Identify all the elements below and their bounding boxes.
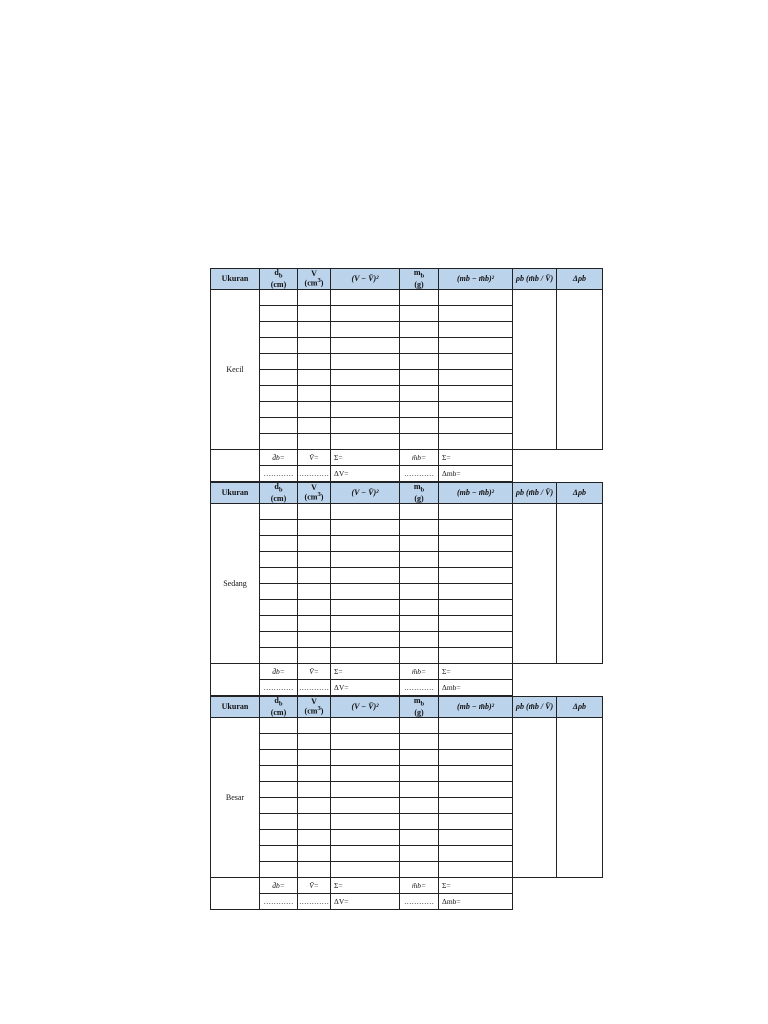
data-cell[interactable]	[331, 552, 400, 568]
header-diameter: $d_b$ (cm)	[260, 269, 298, 290]
volume-dots: …………	[298, 680, 331, 696]
delta-volume: ΔV=	[331, 680, 400, 696]
data-cell[interactable]	[260, 418, 298, 434]
data-cell[interactable]	[400, 616, 439, 632]
header-density-uncertainty: Δρb	[557, 269, 603, 290]
data-cell[interactable]	[331, 782, 400, 798]
data-cell[interactable]	[260, 322, 298, 338]
delta-mass: Δmb=	[439, 466, 513, 482]
density-cell[interactable]	[513, 718, 557, 878]
data-cell[interactable]	[260, 798, 298, 814]
data-cell[interactable]	[331, 306, 400, 322]
data-cell[interactable]	[439, 306, 513, 322]
header-volume-deviation: (V − V̄)²	[331, 483, 400, 504]
data-cell[interactable]	[260, 552, 298, 568]
data-cell[interactable]	[298, 782, 331, 798]
data-cell[interactable]	[439, 370, 513, 386]
data-cell[interactable]	[331, 322, 400, 338]
data-cell[interactable]	[400, 520, 439, 536]
data-cell[interactable]	[260, 504, 298, 520]
data-cell[interactable]	[298, 552, 331, 568]
mean-diameter: d̄b=	[260, 664, 298, 680]
data-cell[interactable]	[260, 370, 298, 386]
header-volume-deviation: (V − V̄)²	[331, 697, 400, 718]
data-cell[interactable]	[439, 782, 513, 798]
summary-tail	[513, 450, 603, 482]
data-cell[interactable]	[400, 370, 439, 386]
data-cell[interactable]	[331, 766, 400, 782]
header-ukuran: Ukuran	[211, 483, 260, 504]
data-cell[interactable]	[439, 322, 513, 338]
size-label: Kecil	[211, 290, 260, 450]
data-cell[interactable]	[439, 718, 513, 734]
header-diameter: $d_b$ (cm)	[260, 697, 298, 718]
data-cell[interactable]	[439, 600, 513, 616]
table-row	[211, 718, 603, 734]
delta-mass: Δmb=	[439, 894, 513, 910]
data-cell[interactable]	[400, 536, 439, 552]
delta-volume: ΔV=	[331, 894, 400, 910]
data-cell[interactable]	[331, 734, 400, 750]
mean-volume: V̄=	[298, 664, 331, 680]
mean-diameter: d̄b=	[260, 878, 298, 894]
table-1	[210, 482, 603, 696]
data-cell[interactable]	[260, 306, 298, 322]
header-mass: $m_b$ (g)	[400, 483, 439, 504]
diameter-dots: …………	[260, 894, 298, 910]
summary-blank	[211, 878, 260, 910]
mass-dots: …………	[400, 466, 439, 482]
table-2	[210, 696, 603, 910]
data-cell[interactable]	[298, 402, 331, 418]
data-cell[interactable]	[400, 504, 439, 520]
data-cell[interactable]	[331, 504, 400, 520]
data-cell[interactable]	[439, 584, 513, 600]
header-volume: V $(cm^3)$	[298, 697, 331, 718]
data-cell[interactable]	[331, 520, 400, 536]
mean-diameter: d̄b=	[260, 450, 298, 466]
data-cell[interactable]	[260, 734, 298, 750]
header-volume: V $(cm^3)$	[298, 269, 331, 290]
data-cell[interactable]	[298, 370, 331, 386]
data-cell[interactable]	[400, 434, 439, 450]
data-cell[interactable]	[331, 750, 400, 766]
data-cell[interactable]	[439, 632, 513, 648]
mass-sum: Σ=	[439, 878, 513, 894]
data-cell[interactable]	[260, 434, 298, 450]
header-mass-deviation: (mb − m̄b)²	[439, 269, 513, 290]
summary-row	[211, 664, 603, 680]
table-row	[211, 504, 603, 520]
data-cell[interactable]	[298, 386, 331, 402]
density-cell[interactable]	[513, 290, 557, 450]
data-cell[interactable]	[331, 830, 400, 846]
volume-sum: Σ=	[331, 878, 400, 894]
data-cell[interactable]	[260, 862, 298, 878]
header-row	[211, 483, 603, 504]
data-cell[interactable]	[260, 830, 298, 846]
mean-mass: m̄b=	[400, 878, 439, 894]
volume-sum: Σ=	[331, 450, 400, 466]
data-cell[interactable]	[298, 418, 331, 434]
data-cell[interactable]	[331, 418, 400, 434]
volume-dots: …………	[298, 894, 331, 910]
summary-row	[211, 450, 603, 466]
data-cell[interactable]	[439, 830, 513, 846]
data-cell[interactable]	[260, 568, 298, 584]
table-row	[211, 290, 603, 306]
data-cell[interactable]	[260, 386, 298, 402]
data-cell[interactable]	[298, 632, 331, 648]
data-cell[interactable]	[331, 846, 400, 862]
data-cell[interactable]	[331, 648, 400, 664]
mean-mass: m̄b=	[400, 664, 439, 680]
data-cell[interactable]	[298, 846, 331, 862]
summary-row	[211, 878, 603, 894]
data-cell[interactable]	[439, 434, 513, 450]
header-diameter: $d_b$ (cm)	[260, 483, 298, 504]
data-cell[interactable]	[331, 600, 400, 616]
data-cell[interactable]	[298, 290, 331, 306]
data-cell[interactable]	[260, 846, 298, 862]
data-cell[interactable]	[439, 354, 513, 370]
header-density: ρb (m̄b / V̄)	[513, 483, 557, 504]
data-cell[interactable]	[400, 418, 439, 434]
delta-volume: ΔV=	[331, 466, 400, 482]
data-cell[interactable]	[439, 798, 513, 814]
data-cell[interactable]	[331, 386, 400, 402]
data-cell[interactable]	[298, 798, 331, 814]
data-cell[interactable]	[298, 734, 331, 750]
data-cell[interactable]	[439, 750, 513, 766]
data-cell[interactable]	[298, 584, 331, 600]
data-cell[interactable]	[400, 782, 439, 798]
data-cell[interactable]	[298, 830, 331, 846]
header-ukuran: Ukuran	[211, 269, 260, 290]
data-cell[interactable]	[400, 354, 439, 370]
data-cell[interactable]	[260, 354, 298, 370]
data-cell[interactable]	[260, 718, 298, 734]
data-cell[interactable]	[400, 750, 439, 766]
density-uncertainty-cell[interactable]	[557, 718, 603, 878]
density-uncertainty-cell[interactable]	[557, 504, 603, 664]
data-cell[interactable]	[439, 386, 513, 402]
data-cell[interactable]	[298, 354, 331, 370]
data-cell[interactable]	[298, 504, 331, 520]
data-cell[interactable]	[298, 862, 331, 878]
data-cell[interactable]	[260, 338, 298, 354]
data-cell[interactable]	[298, 814, 331, 830]
delta-mass: Δmb=	[439, 680, 513, 696]
data-cell[interactable]	[439, 766, 513, 782]
data-cell[interactable]	[400, 386, 439, 402]
header-density-uncertainty: Δρb	[557, 697, 603, 718]
data-cell[interactable]	[260, 584, 298, 600]
data-cell[interactable]	[400, 584, 439, 600]
data-cell[interactable]	[298, 338, 331, 354]
data-cell[interactable]	[331, 354, 400, 370]
data-cell[interactable]	[439, 648, 513, 664]
mass-sum: Σ=	[439, 664, 513, 680]
data-cell[interactable]	[260, 648, 298, 664]
data-cell[interactable]	[439, 568, 513, 584]
table-0	[210, 268, 603, 482]
data-cell[interactable]	[331, 584, 400, 600]
data-cell[interactable]	[331, 616, 400, 632]
data-cell[interactable]	[400, 862, 439, 878]
data-cell[interactable]	[439, 814, 513, 830]
data-cell[interactable]	[400, 632, 439, 648]
data-cell[interactable]	[400, 718, 439, 734]
data-cell[interactable]	[400, 734, 439, 750]
diameter-dots: …………	[260, 466, 298, 482]
header-ukuran: Ukuran	[211, 697, 260, 718]
data-cell[interactable]	[298, 600, 331, 616]
data-cell[interactable]	[400, 322, 439, 338]
data-cell[interactable]	[331, 536, 400, 552]
data-cell[interactable]	[331, 632, 400, 648]
data-cell[interactable]	[298, 616, 331, 632]
header-volume: V $(cm^3)$	[298, 483, 331, 504]
summary-blank	[211, 450, 260, 482]
data-cell[interactable]	[439, 616, 513, 632]
data-cell[interactable]	[260, 782, 298, 798]
data-cell[interactable]	[439, 402, 513, 418]
data-cell[interactable]	[331, 814, 400, 830]
data-cell[interactable]	[400, 568, 439, 584]
data-cell[interactable]	[400, 830, 439, 846]
header-mass-deviation: (mb − m̄b)²	[439, 697, 513, 718]
data-cell[interactable]	[260, 536, 298, 552]
data-cell[interactable]	[439, 290, 513, 306]
mean-mass: m̄b=	[400, 450, 439, 466]
header-density-uncertainty: Δρb	[557, 483, 603, 504]
mean-volume: V̄=	[298, 450, 331, 466]
data-cell[interactable]	[260, 814, 298, 830]
data-cell[interactable]	[439, 504, 513, 520]
data-cell[interactable]	[400, 814, 439, 830]
size-label: Sedang	[211, 504, 260, 664]
data-cell[interactable]	[400, 402, 439, 418]
data-cell[interactable]	[331, 290, 400, 306]
volume-dots: …………	[298, 466, 331, 482]
data-cell[interactable]	[260, 520, 298, 536]
data-cell[interactable]	[331, 798, 400, 814]
data-cell[interactable]	[260, 402, 298, 418]
summary-blank	[211, 664, 260, 696]
data-cell[interactable]	[260, 290, 298, 306]
data-cell[interactable]	[298, 766, 331, 782]
diameter-dots: …………	[260, 680, 298, 696]
data-cell[interactable]	[298, 648, 331, 664]
data-cell[interactable]	[439, 520, 513, 536]
data-cell[interactable]	[298, 718, 331, 734]
data-cell[interactable]	[331, 338, 400, 354]
data-cell[interactable]	[331, 718, 400, 734]
data-cell[interactable]	[439, 536, 513, 552]
header-mass-deviation: (mb − m̄b)²	[439, 483, 513, 504]
density-cell[interactable]	[513, 504, 557, 664]
data-cell[interactable]	[260, 600, 298, 616]
data-cell[interactable]	[400, 552, 439, 568]
data-cell[interactable]	[400, 306, 439, 322]
size-label: Besar	[211, 718, 260, 878]
density-uncertainty-cell[interactable]	[557, 290, 603, 450]
data-cell[interactable]	[298, 434, 331, 450]
data-cell[interactable]	[298, 322, 331, 338]
data-cell[interactable]	[298, 750, 331, 766]
data-cell[interactable]	[260, 750, 298, 766]
data-cell[interactable]	[400, 648, 439, 664]
data-cell[interactable]	[400, 846, 439, 862]
data-cell[interactable]	[439, 862, 513, 878]
data-cell[interactable]	[260, 616, 298, 632]
mass-dots: …………	[400, 680, 439, 696]
data-cell[interactable]	[331, 862, 400, 878]
header-volume-deviation: (V − V̄)²	[331, 269, 400, 290]
data-cell[interactable]	[439, 846, 513, 862]
mean-volume: V̄=	[298, 878, 331, 894]
data-cell[interactable]	[331, 434, 400, 450]
header-row	[211, 697, 603, 718]
data-cell[interactable]	[439, 734, 513, 750]
data-cell[interactable]	[331, 402, 400, 418]
data-cell[interactable]	[298, 568, 331, 584]
data-cell[interactable]	[439, 418, 513, 434]
header-row	[211, 269, 603, 290]
data-cell[interactable]	[298, 520, 331, 536]
data-cell[interactable]	[331, 568, 400, 584]
data-cell[interactable]	[400, 338, 439, 354]
header-density: ρb (m̄b / V̄)	[513, 697, 557, 718]
header-mass: $m_b$ (g)	[400, 697, 439, 718]
data-cell[interactable]	[439, 552, 513, 568]
header-density: ρb (m̄b / V̄)	[513, 269, 557, 290]
data-cell[interactable]	[260, 632, 298, 648]
data-cell[interactable]	[400, 798, 439, 814]
volume-sum: Σ=	[331, 664, 400, 680]
data-cell[interactable]	[298, 306, 331, 322]
mass-sum: Σ=	[439, 450, 513, 466]
data-cell[interactable]	[400, 600, 439, 616]
data-cell[interactable]	[331, 370, 400, 386]
summary-tail	[513, 878, 603, 910]
data-cell[interactable]	[400, 766, 439, 782]
data-cell[interactable]	[400, 290, 439, 306]
data-cell[interactable]	[439, 338, 513, 354]
observation-tables	[210, 268, 594, 910]
header-mass: $m_b$ (g)	[400, 269, 439, 290]
summary-tail	[513, 664, 603, 696]
data-cell[interactable]	[298, 536, 331, 552]
mass-dots: …………	[400, 894, 439, 910]
data-cell[interactable]	[260, 766, 298, 782]
